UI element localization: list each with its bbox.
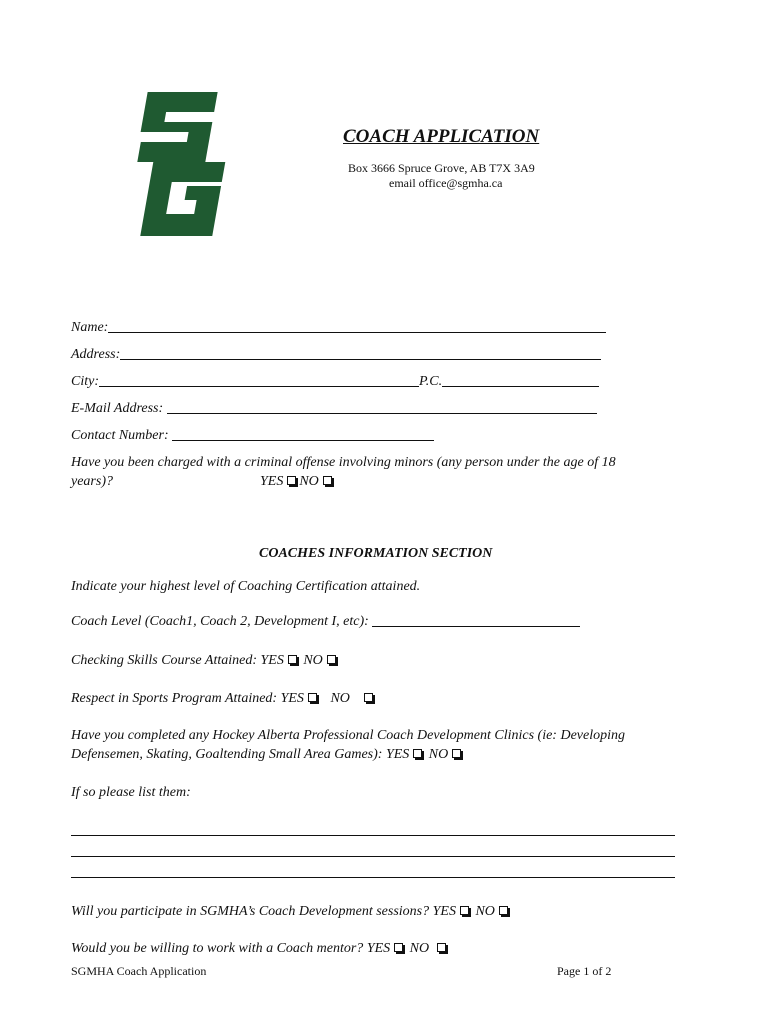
- coach-level-field[interactable]: [372, 614, 580, 627]
- respect-no-checkbox[interactable]: [364, 693, 373, 702]
- criminal-no-label: NO: [299, 474, 319, 489]
- respect-yes-checkbox[interactable]: [308, 693, 317, 702]
- mentor-no-label: NO: [409, 941, 430, 956]
- mentor-yes-label: YES: [366, 941, 391, 956]
- certification-instruction: Indicate your highest level of Coaching Certification attained.: [71, 579, 421, 594]
- clinics-question-line2: Defensemen, Skating, Goaltending Small Area Games):: [71, 747, 383, 762]
- pc-label: P.C.: [419, 374, 443, 389]
- criminal-yes-label: YES: [260, 474, 284, 489]
- org-email: email office@sgmha.ca: [389, 176, 503, 190]
- clinics-list-line-1[interactable]: [71, 835, 675, 836]
- criminal-yes-checkbox[interactable]: [287, 476, 296, 485]
- name-field[interactable]: [108, 320, 606, 333]
- clinics-list-line-3[interactable]: [71, 877, 675, 878]
- criminal-question-line2: years)?: [71, 474, 113, 489]
- mentor-yes-checkbox[interactable]: [394, 943, 403, 952]
- clinics-yes-label: YES: [385, 747, 410, 762]
- address-label: Address:: [71, 347, 121, 362]
- development-label: Will you participate in SGMHA’s Coach Development sessions?: [71, 904, 430, 919]
- mentor-row: [71, 941, 449, 957]
- address-field[interactable]: [120, 347, 601, 360]
- coach-level-row: [71, 614, 580, 630]
- checking-no-label: NO: [303, 653, 323, 668]
- mentor-label: Would you be willing to work with a Coach mentor?: [71, 941, 364, 956]
- mentor-no-checkbox[interactable]: [437, 943, 446, 952]
- clinics-no-label: NO: [428, 747, 449, 762]
- clinics-yes-checkbox[interactable]: [413, 749, 422, 758]
- respect-label: Respect in Sports Program Attained:: [71, 691, 278, 706]
- city-field[interactable]: [99, 374, 419, 387]
- footer-left: SGMHA Coach Application: [71, 964, 207, 978]
- respect-no-label: NO: [330, 691, 350, 706]
- development-yes-checkbox[interactable]: [460, 906, 469, 915]
- coach-level-label: Coach Level (Coach1, Coach 2, Development I, etc):: [71, 614, 369, 629]
- development-yes-label: YES: [432, 904, 456, 919]
- clinics-question-line1: Have you completed any Hockey Alberta Professional Coach Development Clinics (ie: Developing: [71, 728, 625, 743]
- respect-row: [71, 691, 376, 707]
- org-address: Box 3666 Spruce Grove, AB T7X 3A9: [348, 161, 535, 175]
- sgmha-logo: [118, 90, 243, 240]
- city-label: City:: [71, 374, 99, 389]
- development-no-label: NO: [475, 904, 495, 919]
- checking-no-checkbox[interactable]: [327, 655, 336, 664]
- criminal-question-line1: Have you been charged with a criminal offense involving minors (any person under the age of 18: [71, 455, 616, 470]
- address-row: [71, 347, 601, 363]
- contact-label: Contact Number:: [71, 428, 169, 443]
- city-row: [71, 374, 599, 390]
- list-prompt: If so please list them:: [71, 785, 191, 800]
- contact-field[interactable]: [172, 428, 434, 441]
- clinics-row: [71, 747, 464, 763]
- clinics-list-line-2[interactable]: [71, 856, 675, 857]
- pc-field[interactable]: [442, 374, 599, 387]
- email-field[interactable]: [167, 401, 597, 414]
- page-number: Page 1 of 2: [557, 964, 612, 978]
- respect-yes-label: YES: [280, 691, 304, 706]
- checking-yes-checkbox[interactable]: [288, 655, 297, 664]
- criminal-no-checkbox[interactable]: [323, 476, 332, 485]
- section-heading: COACHES INFORMATION SECTION: [259, 546, 493, 561]
- development-row: [71, 904, 511, 920]
- development-no-checkbox[interactable]: [499, 906, 508, 915]
- checking-label: Checking Skills Course Attained:: [71, 653, 257, 668]
- criminal-options: [260, 474, 335, 490]
- name-row: [71, 320, 606, 336]
- email-row: [71, 401, 597, 417]
- checking-yes-label: YES: [260, 653, 284, 668]
- contact-row: [71, 428, 434, 444]
- clinics-no-checkbox[interactable]: [452, 749, 461, 758]
- checking-row: [71, 653, 339, 669]
- name-label: Name:: [71, 320, 109, 335]
- form-title: COACH APPLICATION: [343, 126, 540, 147]
- email-label: E-Mail Address:: [71, 401, 164, 416]
